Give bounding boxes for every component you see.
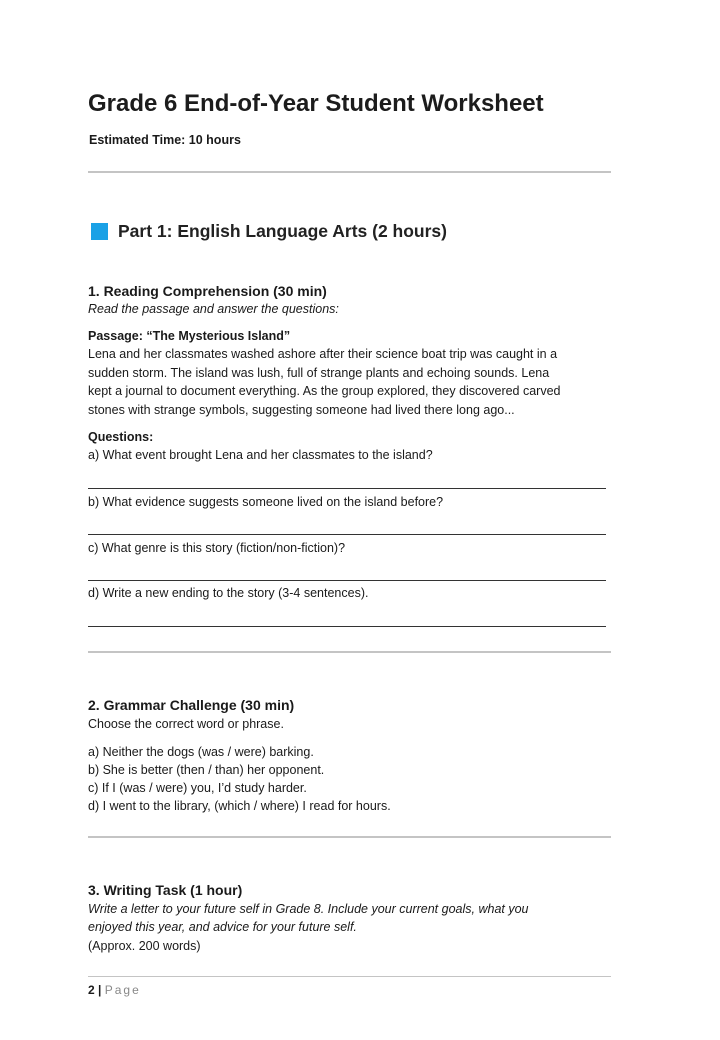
passage-title: Passage: “The Mysterious Island” [88,329,291,343]
passage-line: Lena and her classmates washed ashore after their science boat trip was caught in a [88,347,558,361]
question-c: c) What genre is this story (fiction/non-fiction)? [88,541,346,555]
grammar-item: d) I went to the library, (which / where) I read for hours. [88,799,391,813]
page-word: Page [104,983,141,997]
grammar-item: a) Neither the dogs (was / were) barking. [88,745,314,759]
writing-instruction: enjoyed this year, and advice for your future self. [88,920,357,934]
divider [88,651,611,653]
passage-line: stones with strange symbols, suggesting someone had lived there long ago... [88,403,515,417]
grammar-item: c) If I (was / were) you, I’d study harder. [88,781,307,795]
part-heading: Part 1: English Language Arts (2 hours) [118,221,447,241]
page-number: 2 [88,983,95,997]
grammar-instruction: Choose the correct word or phrase. [88,717,284,731]
page-title: Grade 6 End-of-Year Student Worksheet [88,90,544,117]
word-count: (Approx. 200 words) [88,939,201,953]
square-bullet-icon [91,223,108,240]
question-a: a) What event brought Lena and her classmates to the island? [88,448,433,462]
divider [88,171,611,173]
footer-separator: | [98,983,102,997]
question-d: d) Write a new ending to the story (3-4 sentences). [88,586,369,600]
answer-line[interactable] [88,534,606,535]
grammar-item: b) She is better (then / than) her opponent. [88,763,325,777]
passage-line: sudden storm. The island was lush, full of strange plants and echoing sounds. Lena [88,366,550,380]
answer-line[interactable] [88,626,606,627]
question-b: b) What evidence suggests someone lived on the island before? [88,495,444,509]
answer-line[interactable] [88,488,606,489]
estimated-time: Estimated Time: 10 hours [89,133,241,147]
passage-line: kept a journal to document everything. As the group explored, they discovered carved [88,384,561,398]
divider [88,836,611,838]
grammar-heading: 2. Grammar Challenge (30 min) [88,697,295,713]
questions-label: Questions: [88,430,154,444]
footer-divider [88,976,611,977]
reading-instruction: Read the passage and answer the questions: [88,302,339,316]
writing-heading: 3. Writing Task (1 hour) [88,882,243,898]
page-footer [88,983,141,997]
answer-line[interactable] [88,580,606,581]
writing-instruction: Write a letter to your future self in Grade 8. Include your current goals, what you [88,902,529,916]
reading-heading: 1. Reading Comprehension (30 min) [88,283,327,299]
